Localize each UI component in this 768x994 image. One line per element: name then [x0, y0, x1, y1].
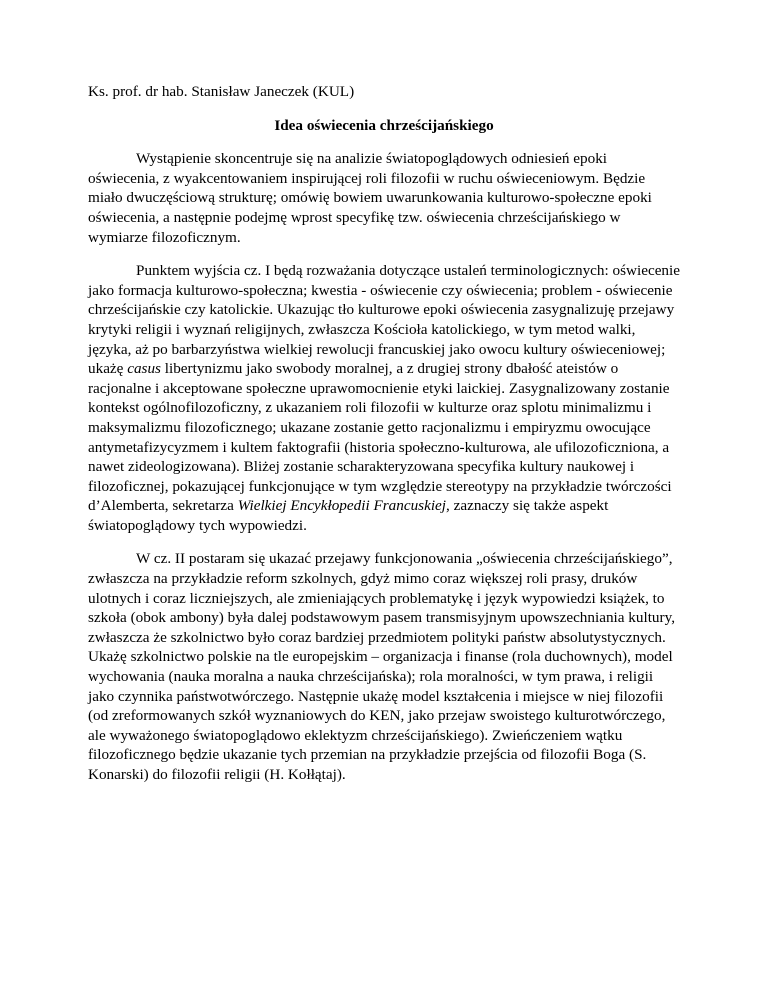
- paragraph-2-text-3: , zaznaczy się także aspekt światopoglądowy tych wypowiedzi.: [88, 497, 609, 534]
- paragraph-2-italic-casus: casus: [127, 360, 161, 378]
- document-title: Idea oświecenia chrześcijańskiego: [274, 116, 494, 134]
- paragraph-2: [88, 261, 680, 535]
- paragraph-2-text-2: libertynizmu jako swobody moralnej, a z drugiej strony dbałość ateistów o racjonalne i akceptowane społeczne uprawomocnienie etyki laickiej. Zasygnalizowany zostanie kontekst ogólnofilozoficzny, z ukazaniem roli filozofii w kulturze oraz splotu minimalizmu i maksymalizmu filozoficznego; ukazane zostanie getto racjonalizmu i empiryzmu owocujące antymetafizycyzmem i kultem faktografii (historia społeczno-kulturowa, ale ufilozoficzniona, a nawet zideologizowana). Bliżej zostanie scharakteryzowana specyfika kultury naukowej i filozoficznej, pokazującej funkcjonujące w tym względzie stereotypy na przykładzie twórczości d’Alemberta, sekretarza: [88, 360, 672, 515]
- paragraph-2-text-1: Punktem wyjścia cz. I będą rozważania dotyczące ustaleń terminologicznych: oświecenie jako formacja kulturowo-społeczna; kwestia - oświecenie czy oświecenia; problem - oświecenie chrześcijańskie czy katolickie. Ukazując tło kulturowe epoki oświecenia zasygnalizuję przejawy krytyki religii i wyznań religijnych, zwłaszcza Kościoła katolickiego, w tym metod walki, języka, aż po barbarzyństwa wielkiej rewolucji francuskiej jako owocu kultury oświeceniowej; ukażę: [88, 262, 680, 378]
- paragraph-1: Wystąpienie skoncentruje się na analizie światopoglądowych odniesień epoki oświecenia, z wyakcentowaniem inspirującej roli filozofii w ruchu oświeceniowym. Będzie miało dwuczęściową strukturę; omówię bowiem uwarunkowania kulturowo-społeczne epoki oświecenia, a następnie podejmę wprost specyfikę tzw. oświecenia chrześcijańskiego w wymiarze filozoficznym.: [88, 150, 652, 246]
- paragraph-3: W cz. II postaram się ukazać przejawy funkcjonowania „oświecenia chrześcijańskiego”, zwłaszcza na przykładzie reform szkolnych, gdyż mimo coraz większej roli prasy, druków ulotnych i coraz liczniejszych, ale zmieniających problematykę i język wypowiedzi książek, to szkoła (obok ambony) była dalej podstawowym pasem transmisyjnym upowszechniania kultury, zwłaszcza że szkolnictwo było coraz bardziej przedmiotem polityki państw absolutystycznych. Ukażę szkolnictwo polskie na tle europejskim – organizacja i finanse (rola duchownych), model wychowania (nauka moralna a nauka chrześcijańska); rola moralności, w tym prawa, i religii jako czynnika państwotwórczego. Następnie ukażę model kształcenia i miejsce w niej filozofii (od zreformowanych szkół wyznaniowych do KEN, jako przejaw swoistego kulturotwórczego, ale wyważonego światopoglądowo eklektyzm chrześcijańskiego). Zwieńczeniem wątku filozoficznego będzie ukazanie tych przemian na przykładzie przejścia od filozofii Boga (S. Konarski) do filozofii religii (H. Kołłątaj).: [88, 550, 675, 783]
- document-page: [88, 82, 680, 799]
- paragraph-2-italic-encyclopedia: Wielkiej Encykłopedii Francuskiej: [237, 497, 447, 515]
- author-line: Ks. prof. dr hab. Stanisław Janeczek (KUL): [88, 83, 355, 100]
